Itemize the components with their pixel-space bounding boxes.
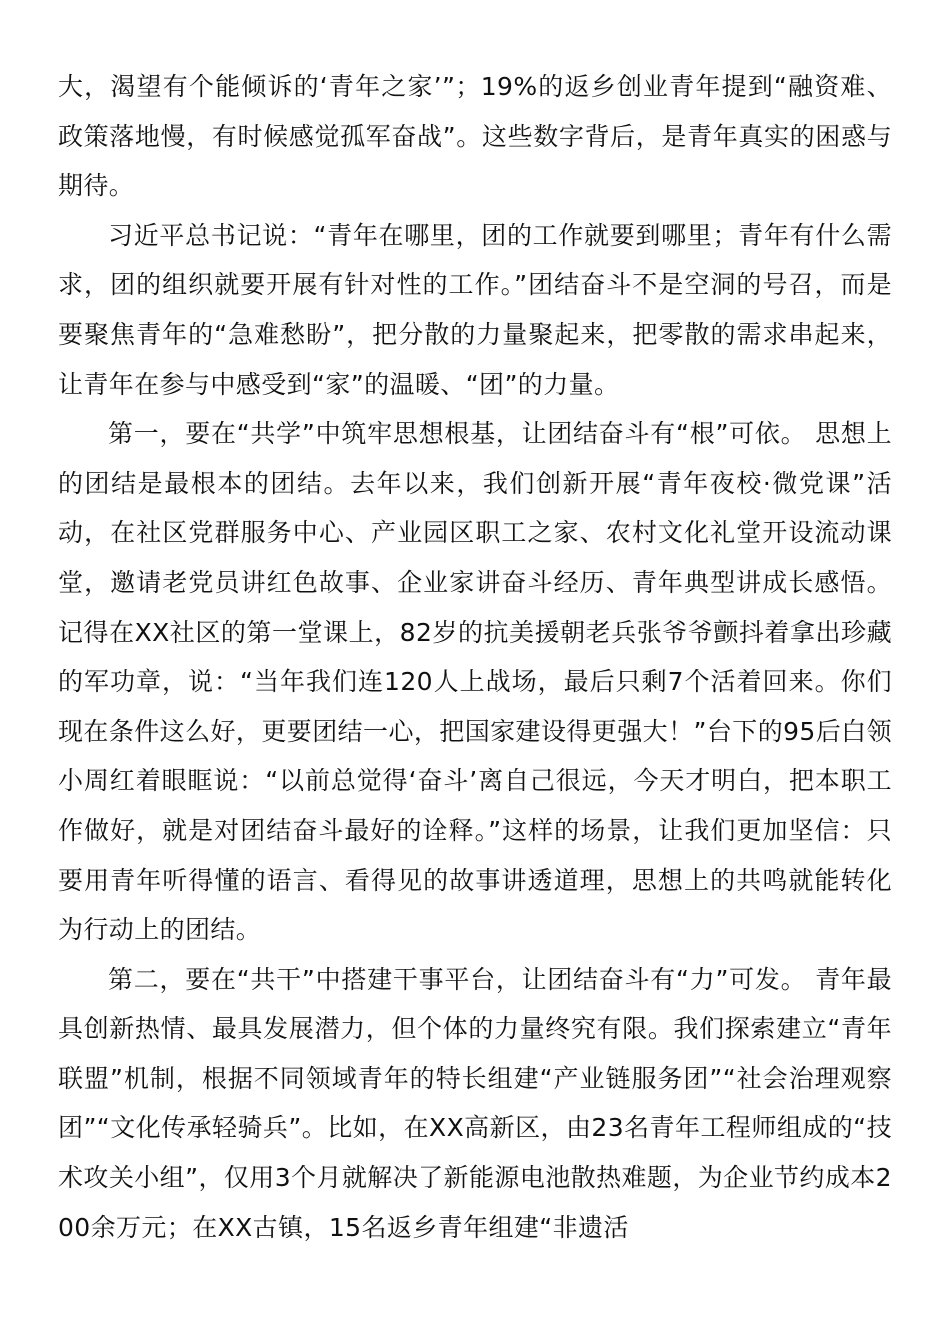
paragraph-first-point: 第一，要在“共学”中筑牢思想根基，让团结奋斗有“根”可依。 思想上的团结是最根本的团结。去年以来，我们创新开展“青年夜校·微党课”活动，在社区党群服务中心、产业园区职工之家、农村文化礼堂开设流动课堂，邀请老党员讲红色故事、企业家讲奋斗经历、青年典型讲成长感悟。记得在XX社区的第一堂课上，82岁的抗美援朝老兵张爷爷颤抖着拿出珍藏的军功章，说：“当年我们连120人上战场，最后只剩7个活着回来。你们现在条件这么好，更要团结一心，把国家建设得更强大！”台下的95后白领小周红着眼眶说：“以前总觉得‘奋斗’离自己很远，今天才明白，把本职工作做好，就是对团结奋斗最好的诠释。”这样的场景，让我们更加坚信：只要用青年听得懂的语言、看得见的故事讲透道理，思想上的共鸣就能转化为行动上的团结。 — [58, 419, 892, 945]
document-body — [58, 62, 892, 1252]
paragraph-quote-xi: 习近平总书记说：“青年在哪里，团的工作就要到哪里；青年有什么需求，团的组织就要开展有针对性的工作。”团结奋斗不是空洞的号召，而是要聚焦青年的“急难愁盼”，把分散的力量聚起来，把零散的需求串起来，让青年在参与中感受到“家”的温暖、“团”的力量。 — [58, 220, 892, 399]
paragraph-second-point: 第二，要在“共干”中搭建干事平台，让团结奋斗有“力”可发。 青年最具创新热情、最具发展潜力，但个体的力量终究有限。我们探索建立“青年联盟”机制，根据不同领域青年的特长组建“产业链服务团”“社会治理观察团”“文化传承轻骑兵”。比如，在XX高新区，由23名青年工程师组成的“技术攻关小组”，仅用3个月就解决了新能源电池散热难题，为企业节约成本200余万元；在XX古镇，15名返乡青年组建“非遗活 — [58, 964, 892, 1242]
paragraph-continuation: 大，渴望有个能倾诉的‘青年之家’”；19%的返乡创业青年提到“融资难、政策落地慢，有时候感觉孤军奋战”。这些数字背后，是青年真实的困惑与期待。 — [58, 72, 892, 201]
